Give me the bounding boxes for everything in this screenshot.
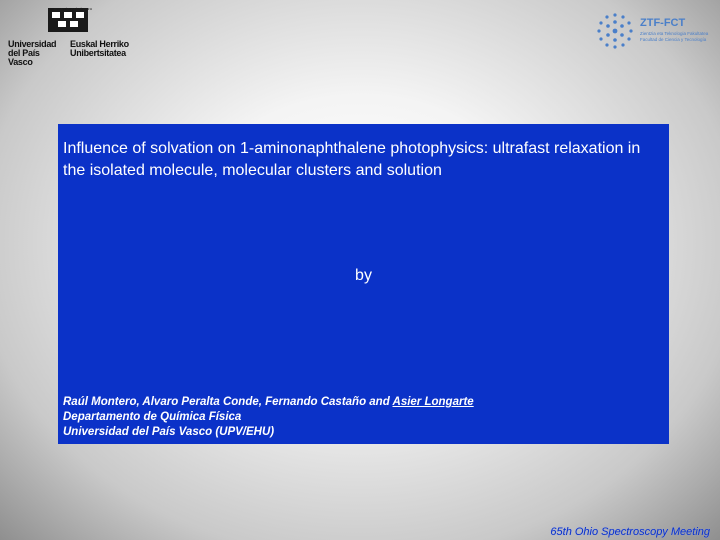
presenting-author: Asier Longarte — [392, 396, 474, 408]
title-panel — [58, 124, 669, 444]
faculty-acronym: ZTF-FCT — [640, 17, 686, 29]
ztf-fct-logo — [596, 12, 712, 54]
authors-line — [63, 395, 663, 410]
university: Universidad del País Vasco (UPV/EHU) — [63, 426, 275, 438]
logo-tagline: eman ta zabal zazu — [54, 6, 93, 11]
authors-block — [63, 395, 663, 440]
faculty-dots-icon — [596, 12, 634, 50]
department: Departamento de Química Física — [63, 411, 242, 423]
presentation-title: Influence of solvation on 1-aminonaphthalene photophysics: ultrafast relaxation in the isolated molecule, molecular clusters and solution — [63, 140, 641, 179]
university-name-es: Universidad del País Vasco — [8, 39, 57, 67]
university-name-eu: Euskal Herriko Unibertsitatea — [70, 39, 129, 58]
upv-ehu-logo — [8, 4, 129, 67]
faculty-full-name: Zientzia eta Teknologia Fakultatea Facultad de Ciencia y Tecnología — [640, 31, 709, 42]
by-label: by — [355, 267, 372, 284]
meeting-footer: 65th Ohio Spectroscopy Meeting — [550, 526, 710, 538]
authors-names: Raúl Montero, Alvaro Peralta Conde, Fernando Castaño and — [63, 396, 393, 408]
